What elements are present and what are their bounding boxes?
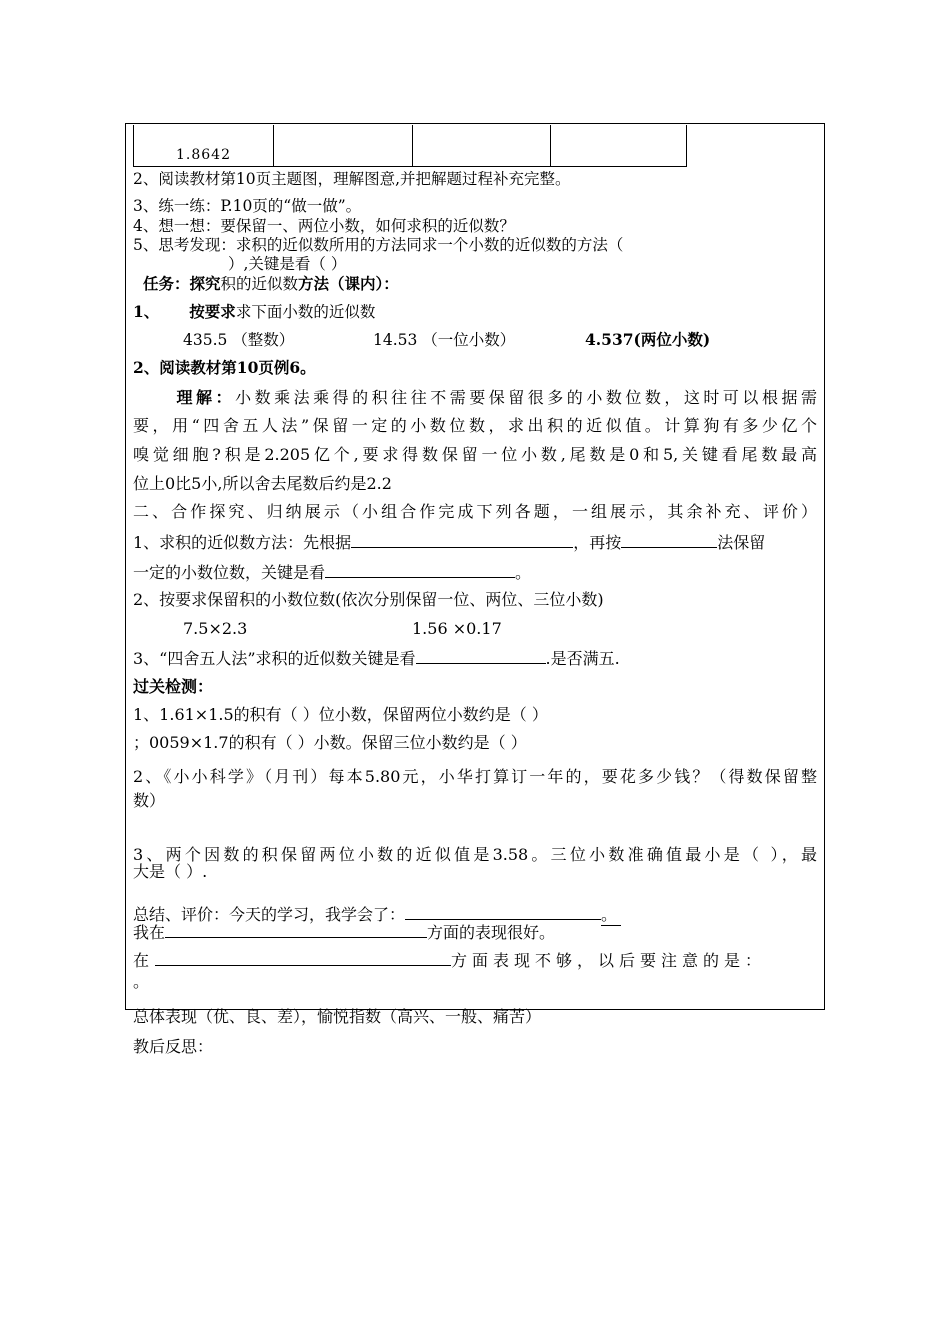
paragraph-line: 理解：小数乘法乘得的积往往不需要保留很多的小数位数，这时可以根据需 — [173, 388, 817, 407]
paragraph-line: 要，用“四舍五人法”保留一定的小数位数，求出积的近似值。计算狗有多少亿个 — [133, 416, 817, 435]
math-expression: 1.56 ×0.17 — [412, 619, 502, 638]
paragraph-line: 位上0比5小,所以舍去尾数后约是2.2 — [133, 474, 392, 493]
check-question: ；0059×1.7的积有（ ）小数。保留三位小数约是（ ） — [133, 733, 527, 752]
task-question-part: 4.537(两位小数) — [585, 330, 711, 349]
coop-question: 1、求积的近似数方法：先根据 ，再按 法保留 — [133, 533, 766, 552]
summary-line: 总结、评价：今天的学习，我学会了： 。 — [133, 904, 621, 926]
preview-item: 5、思考发现：求积的近似数所用的方法同求一个小数的近似数的方法（ — [133, 236, 624, 254]
task-question-part: 435.5 （整数） — [183, 331, 295, 349]
math-expression: 7.5×2.3 — [183, 619, 248, 638]
table-cell: 1.8642 — [176, 147, 231, 163]
table-divider — [273, 125, 274, 166]
preview-item: ）,关键是看（ ） — [228, 255, 347, 273]
data-table — [133, 125, 687, 167]
preview-item: 2、阅读教材第10页主题图，理解图意,并把解题过程补充完整。 — [133, 170, 571, 188]
section-heading: 二、合作探究、归纳展示（小组合作完成下列各题，一组展示，其余补充、评价） — [133, 502, 817, 521]
check-question: 3、两个因数的积保留两位小数的近似值是3.58。三位小数准确值最小是（ ），最 — [133, 845, 817, 864]
preview-item: 4、想一想：要保留一、两位小数，如何求积的近似数？ — [133, 217, 515, 235]
preview-item: 3、练一练：P.10页的“做一做”。 — [133, 197, 362, 215]
check-question: 大是（ ）. — [133, 862, 208, 881]
task-heading: 任务：探究积的近似数方法（课内）： — [143, 274, 399, 293]
summary-line: 我在 方面的表现很好。 — [133, 923, 556, 942]
check-question: 数） — [133, 791, 166, 810]
summary-line: 在 方面表现不够，以后要注意的是： — [133, 951, 767, 970]
task-question-part: 14.53 （一位小数） — [373, 331, 516, 349]
coop-question: 一定的小数位数，关键是看 。 — [133, 563, 532, 582]
section-heading: 过关检测： — [133, 677, 214, 696]
table-divider — [550, 125, 551, 166]
summary-line: 。 — [133, 972, 150, 991]
task-question: 1、 按要求求下面小数的近似数 — [133, 302, 376, 321]
coop-question: 2、按要求保留积的小数位数(依次分别保留一位、两位、三位小数) — [133, 590, 604, 609]
summary-line: 教后反思： — [133, 1037, 214, 1056]
paragraph-line: 嗅觉细胞?积是2.205亿个,要求得数保留一位小数,尾数是0和5,关键看尾数最高 — [133, 445, 817, 464]
task-question: 2、阅读教材第10页例6。 — [133, 358, 316, 377]
check-question: 1、1.61×1.5的积有（ ）位小数，保留两位小数约是（ ） — [133, 705, 548, 724]
check-question: 2、《小小科学》（月刊）每本5.80元，小华打算订一年的，要花多少钱？（得数保留整 — [133, 767, 817, 786]
coop-question: 3、“四舍五人法”求积的近似数关键是看 .是否满五. — [133, 649, 620, 668]
summary-line: 总体表现（优、良、差），愉悦指数（高兴、一般、痛苦） — [133, 1007, 542, 1026]
table-divider — [412, 125, 413, 166]
